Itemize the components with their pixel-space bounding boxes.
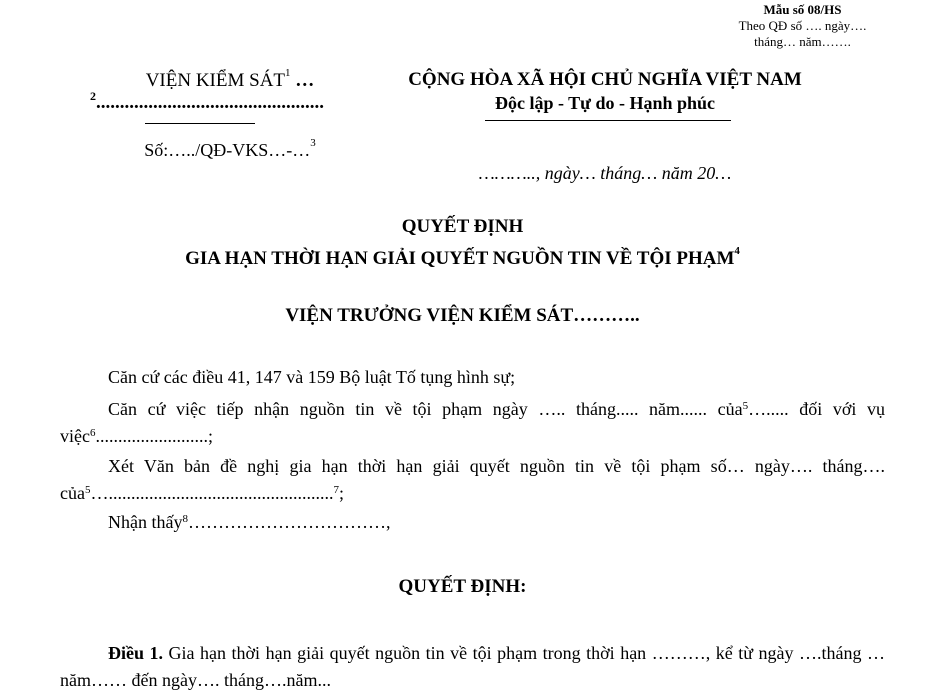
extension-request-text-3: ; bbox=[338, 483, 344, 503]
document-subtitle bbox=[0, 245, 925, 270]
source-receipt-text-3: .........................; bbox=[95, 426, 213, 446]
decision-heading: QUYẾT ĐỊNH: bbox=[398, 576, 527, 597]
document-number-text: Số:…../QĐ-VKS…-… bbox=[144, 140, 311, 160]
issuing-authority: VIỆN TRƯỞNG VIỆN KIỂM SÁT……….. bbox=[285, 305, 640, 326]
organization-name bbox=[80, 67, 380, 92]
extension-request-text: Xét Văn bản đề nghị gia hạn thời hạn giải quyết nguồn tin về tội phạm số… ngày…. tháng…. của bbox=[60, 456, 885, 503]
findings-dots: ……………………………, bbox=[187, 512, 391, 532]
preamble-findings bbox=[60, 509, 885, 536]
form-number-line2: Theo QĐ số …. ngày…. bbox=[738, 18, 867, 33]
preamble-source-receipt bbox=[60, 396, 885, 450]
right-header-rule bbox=[485, 120, 731, 121]
article-1-label: Điều 1. bbox=[108, 643, 164, 663]
footnote-ref-5: 5 bbox=[742, 400, 749, 412]
form-number-title: Mẫu số 08/HS bbox=[763, 2, 842, 17]
left-header-rule bbox=[145, 123, 255, 124]
document-title: QUYẾT ĐỊNH bbox=[401, 216, 524, 237]
org-name-text: VIỆN KIỂM SÁT bbox=[145, 70, 286, 91]
footnote-ref-8: 8 bbox=[182, 513, 188, 525]
place-date: ……….., ngày… tháng… năm 20… bbox=[478, 163, 732, 183]
sub-organization-line bbox=[90, 89, 324, 114]
footnote-ref-2: 2 bbox=[90, 89, 96, 103]
document-number bbox=[80, 137, 380, 161]
findings-text: Nhận thấy bbox=[108, 512, 183, 532]
nation-title: CỘNG HÒA XÃ HỘI CHỦ NGHĨA VIỆT NAM bbox=[408, 69, 802, 90]
org-name-suffix: … bbox=[290, 70, 315, 91]
source-receipt-text: Căn cứ việc tiếp nhận nguồn tin về tội phạm ngày ….. tháng..... năm...... của bbox=[108, 399, 743, 419]
footnote-ref-1: 1 bbox=[285, 67, 291, 79]
form-number-block bbox=[680, 2, 925, 50]
preamble-legal-basis bbox=[60, 364, 885, 391]
footnote-ref-4: 4 bbox=[734, 245, 740, 257]
article-1 bbox=[60, 640, 885, 694]
national-motto: Độc lập - Tự do - Hạnh phúc bbox=[494, 93, 716, 113]
footnote-ref-3: 3 bbox=[310, 137, 316, 149]
sub-organization-dots: ................................................ bbox=[96, 92, 324, 113]
footnote-ref-5b: 5 bbox=[84, 484, 91, 496]
form-number-line3: tháng… năm……. bbox=[754, 34, 851, 49]
footnote-ref-6: 6 bbox=[89, 427, 96, 439]
preamble-extension-request bbox=[60, 453, 885, 507]
source-receipt-text-2: …..... đối với vụ việc bbox=[60, 399, 885, 446]
footnote-ref-7: 7 bbox=[333, 484, 339, 496]
legal-basis-text: Căn cứ các điều 41, 147 và 159 Bộ luật Tố tụng hình sự; bbox=[108, 367, 516, 387]
article-1-text: Gia hạn thời hạn giải quyết nguồn tin về tội phạm trong thời hạn ………, kể từ ngày ….tháng …năm…… đến ngày…. tháng….năm... bbox=[60, 643, 885, 690]
subtitle-text: GIA HẠN THỜI HẠN GIẢI QUYẾT NGUỒN TIN VỀ TỘI PHẠM bbox=[185, 248, 735, 269]
extension-request-text-2: ….................................................. bbox=[90, 483, 334, 503]
